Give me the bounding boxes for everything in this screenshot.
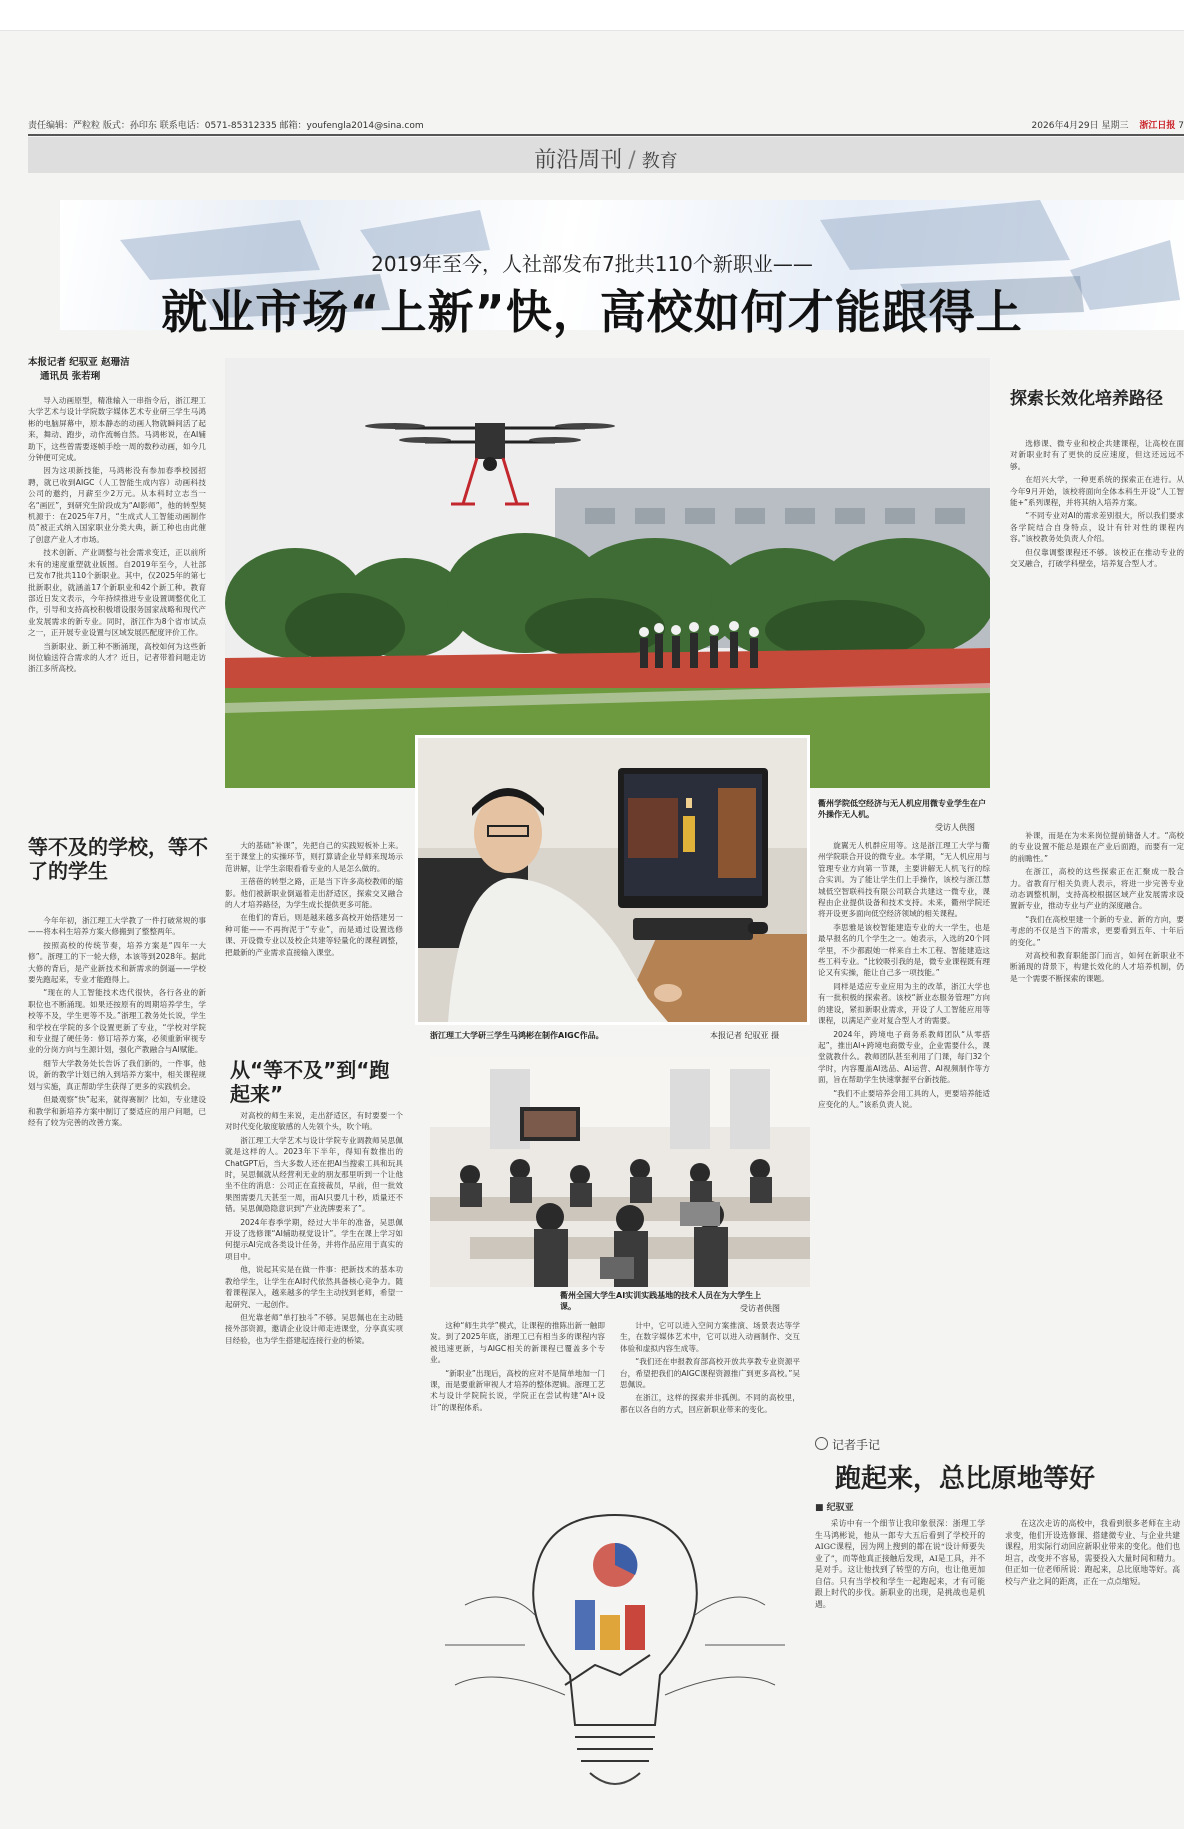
page-number: 7 [1178,121,1184,131]
article-column-5 [620,1320,800,1500]
article-column-6 [1010,438,1184,818]
classroom-caption: 衢州全国大学生AI实训实践基地的技术人员在为大学生上课。 [560,1291,762,1311]
article-column-2b [225,1110,403,1600]
paragraph: 导入动画原型，精准输入一串指令后，浙江理工大学艺术与设计学院数字媒体艺术专业研三学生马鸿彬的电脑屏幕中，原本静态的动画人物就瞬间活了起来，舞动、跑步，动作流畅自然。马鸿彬说，在AI辅助下，这些曾需要逐帧手绘一周的数秒动画，如今几分钟便可完成。 [28,396,206,463]
paragraph: 因为这项新技能，马鸿彬没有参加春季校园招聘，就已收到AIGC（人工智能生成内容）动画科技公司的邀约，月薪至少2万元。从本科时立志当一名“画匠”，到研究生阶段成为“AI影师”，他的转型契机源于：在2025年7月，“生成式人工智能动画制作员”被正式纳入国家职业分类大典，新工种也由此催了创意产业人才市场。 [28,466,206,544]
paragraph: 补课，而是在为未来岗位提前储备人才。“高校的专业设置不能总是跟在产业后面跑，而要有一定的前瞻性。” [1010,831,1184,863]
paragraph: 2024年，跨境电子商务系教师团队“从零搭起”，推出AI+跨境电商微专业，企业需要什么，课堂就教什么。教师团队甚至利用了门课，每门32个学时，内容覆盖AI选品、AI运营、AI视频制作等方面，旨在帮助学生快速掌握平台新技能。 [818,1029,990,1085]
paragraph: 大的基础“补课”，先把自己的实践短板补上来。至于课堂上的实操环节，则打算请企业导师来现场示范讲解，让学生亲眼看看专业的人是怎么做的。 [225,841,403,873]
paragraph: 在这次走访的高校中，我看到很多老师在主动求变，他们开设选修课、搭建微专业、与企业共建课程，用实际行动回应新职业带来的变化。他们也坦言，改变并不容易，需要投入大量时间和精力。但正如一位老师所说：跑起来，总比原地等好。高校与产业之间的距离，正在一点点缩短。 [1005,1519,1180,1586]
aigc-caption: 浙江理工大学研三学生马鸿彬在制作AIGC作品。 [430,1031,604,1040]
paragraph: “我们不止要培养会用工具的人，更要培养能适应变化的人。”该系负责人说。 [818,1088,990,1109]
viewer-top-bar [0,0,1184,31]
issue-date: 2026年4月29日 星期三 [1031,121,1129,131]
byline-reporters: 本报记者 纪驭亚 赵珊洁 [28,357,130,368]
paragraph: 他，说起其实是在做一件事：把新技术的基本功教给学生，让学生在AI时代依然具备核心竞争力。随着课程深入，越来越多的学生主动找到老师，希望一起研究、一起创作。 [225,1265,403,1309]
paper-logo: 浙江日报 [1139,121,1176,131]
paragraph: 今年年初，浙江理工大学教了一件打破常规的事——将本科生培养方案大修搬到了整整两年。 [28,916,206,937]
article-column-6b [1010,830,1184,1430]
article-column-1 [28,395,206,825]
notes-label-text: 记者手记 [832,1438,881,1452]
subhead-3: 探索长效化培养路径 [1010,389,1163,409]
paragraph: 但仅靠调整课程还不够。该校正在推动专业的交叉融合，打破学科壁垒，培养复合型人才。 [1010,547,1184,569]
notes-icon [815,1437,828,1450]
classroom-credit: 受访者供图 [740,1304,780,1313]
section-title: 前沿周刊 / 教育 [534,148,678,173]
headline: 就业市场“上新”快，高校如何才能跟得上 [161,285,1023,339]
article-column-3 [818,840,990,1430]
editor-info: 责任编辑：严粒粒 版式：孙印东 联系电话：0571-85312335 邮箱：youfengla2014@sina.com [28,121,424,131]
paragraph: 这种“师生共学”模式，让课程的推陈出新一触即发。到了2025年底，浙理工已有相当多的课程内容被迅速更新，与AIGC相关的新课程已覆盖多个专业。 [430,1321,605,1365]
masthead-rule [28,134,1184,136]
paragraph: 计中，它可以进入空间方案推演、场景表达等学生，在数字媒体艺术中，它可以进入动画制作、交互体验和虚拟内容生成等。 [620,1321,800,1353]
paragraph: 在他们的背后，则是越来越多高校开始搭建另一种可能——不再拘泥于“专业”，而是通过设置选修课、开设微专业以及校企共建等轻量化的课程调整，把最新的产业需求直接输入课堂。 [225,913,403,957]
paragraph: “我们还在申报教育部高校开放共享教专业资源平台，希望把我们的AIGC课程资源推广到更多高校。”吴思佩说。 [620,1357,800,1390]
headline-kicker: 2019年至今，人社部发布7批共110个新职业—— [371,252,813,276]
section-sub: 教育 [641,151,678,172]
paragraph: “不同专业对AI的需求差别很大，所以我们要求各学院结合自身特点，设计有针对性的课程内容。”该校教务处负责人介绍。 [1010,511,1184,544]
drone-photo [225,358,990,788]
paragraph: “我们在高校里建一个新的专业、新的方向，要考虑的不仅是当下的需求，更要看到五年、十年后的变化。” [1010,914,1184,947]
reporter-notes-author: ■ 纪驭亚 [815,1503,854,1513]
drone-caption: 衢州学院低空经济与无人机应用微专业学生在户外操作无人机。 [818,799,986,819]
paragraph: 王蓓蓓的转型之路，正是当下许多高校教师的缩影。他们被新职业倒逼着走出舒适区，探索交叉融合的人才培养路径，为学生成长提供更多可能。 [225,877,403,910]
paragraph: “现在的人工智能技术迭代很快，各行各业的新职位也不断涌现。如果还按原有的周期培养学生，学校等不及，学生更等不及。”浙理工教务处长说，学生和学校在学院的多个设置更新了专业，“学校对学院和专业提了硬任务：修订培养方案，必须重新审视专业的分岗方向与生源计划，强化产教融合与AI赋能。 [28,988,206,1055]
article-column-2 [225,840,403,1025]
subhead-1: 等不及的学校，等不了的学生 [28,835,208,883]
aigc-photo [415,735,810,1025]
article-column-4 [430,1320,605,1500]
section-name: 前沿周刊 [534,148,623,173]
reporter-notes-column-b [1005,1518,1180,1818]
paragraph: 在浙江，高校的这些探索正在汇聚成一股合力。省教育厅相关负责人表示，将进一步完善专业动态调整机制，支持高校根据区域产业发展需求设置新专业，推动专业与产业的深度融合。 [1010,867,1184,911]
paragraph: 在浙江，这样的探索并非孤例。不同的高校里，都在以各自的方式，回应新职业带来的变化。 [620,1393,800,1414]
reporter-notes-label [815,1436,880,1453]
date-line [1032,118,1184,131]
classroom-photo [430,1057,810,1287]
article-column-1b [28,915,206,1805]
paragraph: 对高校的师生来说，走出舒适区，有时要要一个对时代变化敏度敏感的人先领个头，吹个哨。 [225,1111,403,1132]
reporter-notes-column-a [815,1518,985,1818]
paragraph: 当新职业、新工种不断涌现，高校如何为这些新岗位输送符合需求的人才？近日，记者带着问题走访浙江多所高校。 [28,641,206,674]
paragraph: 李思雅是该校智能建造专业的大一学生，也是最早报名的几个学生之一。她表示，入选的20个同学里，不少都跟她一样来自土木工程、智能建造这些工科专业。“比较吸引我的是，微专业课程既有理论又有实操，能让自己多一项技能。” [818,922,990,978]
paragraph: 但最观察“快”起来，就得赛制？比如，专业建设和教学和新培养方案中制订了要适应的用户问题，已经有了较为完善的改善方案。 [28,1095,206,1127]
paragraph: 对高校和教育职能部门而言，如何在新职业不断涌现的背景下，构建长效化的人才培养机制，仍是一个需要不断探索的课题。 [1010,951,1184,983]
byline [28,356,208,384]
paragraph: 在绍兴大学，一种更系统的探索正在进行。从今年9月开始，该校将面向全体本科生开设“人工智能+”系列课程，并将其纳入培养方案。 [1010,475,1184,508]
paragraph: 同样是适应专业应用为主的改革，浙江大学也有一批积极的探索者。该校“新业态服务管理”方向的建设，紧扣新职业需求，开设了人工智能应用等课程，以满足产业对复合型人才的需要。 [818,981,990,1026]
paragraph: 选修课、微专业和校企共建课程，让高校在面对新职业时有了更快的反应速度，但这还远远不够。 [1010,439,1184,471]
paragraph: 按照高校的传统节奏，培养方案是“四年一大修”。浙理工的下一轮大修，本该等到2028年。据此大修的背后，是产业新技术和新需求的倒逼——学校要先跑起来，专业才能跑得上。 [28,940,206,985]
aigc-credit: 本报记者 纪驭亚 摄 [710,1031,780,1040]
paragraph: 采访中有一个细节让我印象很深：浙理工学生马鸿彬说，他从一郎专大五后看到了学校开的AIGC课程，因为网上搜到的都在说“设计师要失业了”，而等他真正接触后发现，AI是工具，并不是对手。这让他找到了转型的方向，也让他更加自信。只有当学校和学生一起跑起来，才有可能跟上时代的步伐。新职业的出现，是挑战也是机遇。 [815,1519,985,1609]
paragraph: 浙江理工大学艺术与设计学院专业调教师吴思佩就是这样的人。2023年下半年，得知有数推出的ChatGPT后，当大多数人还在把AI当搜索工具和玩具时，吴思佩就从经营利无业的朋友那里听到一个让他坐不住的消息：公司正在直接裁员，早前，但一批效果图需要几天甚至一周，而AI只要几十秒，质量还不错。吴思佩隐隐意识到“产业洗牌要来了”。 [225,1135,403,1214]
subhead-2: 从“等不及”到“跑起来” [230,1058,390,1106]
section-band [28,137,1184,173]
paragraph: 细节大学教务处长告诉了我们新的，一件事，他说，新的教学计划已纳入到培养方案中，相关课程规划与实施，真正帮助学生获得了更多的实践机会。 [28,1058,206,1091]
byline-correspondent: 通讯员 张若琍 [40,371,101,382]
paragraph: 但光靠老师“单打独斗”不够。吴思佩也在主动链接外部资源，邀请企业设计师走进课堂，分享真实项目经验，也为学生搭建起连接行业的桥梁。 [225,1312,403,1345]
drone-credit: 受访人供图 [935,823,975,832]
lightbulb-illustration [445,1505,785,1829]
paragraph: 技术创新、产业调整与社会需求变迁，正以前所未有的速度重塑就业版图。自2019年至今，人社部已发布7批共110个新职业。其中，仅2025年的第七批新职业，就涵盖17个新职业和42个新工种。教育部近日发文表示，今年持续推进专业设置调整优化工作，引导和支持高校积极增设服务国家战略和现代产业发展需求的新专业。同时，浙江作为8个省市试点之一，正开展专业设置与区域发展匹配度评价工作。 [28,548,206,638]
paragraph: 旋翼无人机群应用等。这是浙江理工大学与衢州学院联合开设的微专业。本学期，“无人机应用与管理专业方向第一节课，主要讲解无人机飞行的综合实训。为了能让学生们上手操作，该校与浙江慧城低空智联科技有限公司联合共建这一微专业，课程由企业提供设备和技术支持。未来，衢州学院还将开设更多面向低空经济领域的相关课程。 [818,841,990,919]
masthead [28,118,1184,132]
reporter-notes-title: 跑起来，总比原地等好 [835,1464,1096,1494]
paragraph: “新职业”出现后，高校的应对不是简单地加一门课，而是要重新审视人才培养的整体逻辑。浙理工艺术与设计学院院长说，学院正在尝试构建“AI+设计”的课程体系。 [430,1368,605,1412]
paragraph: 2024年春季学期，经过大半年的准备，吴思佩开设了选修课“AI辅助视觉设计”。学生在课上学习如何提示AI完成各类设计任务，并将作品应用于真实的项目中。 [225,1217,403,1261]
notes-author-name: 纪驭亚 [826,1503,854,1513]
